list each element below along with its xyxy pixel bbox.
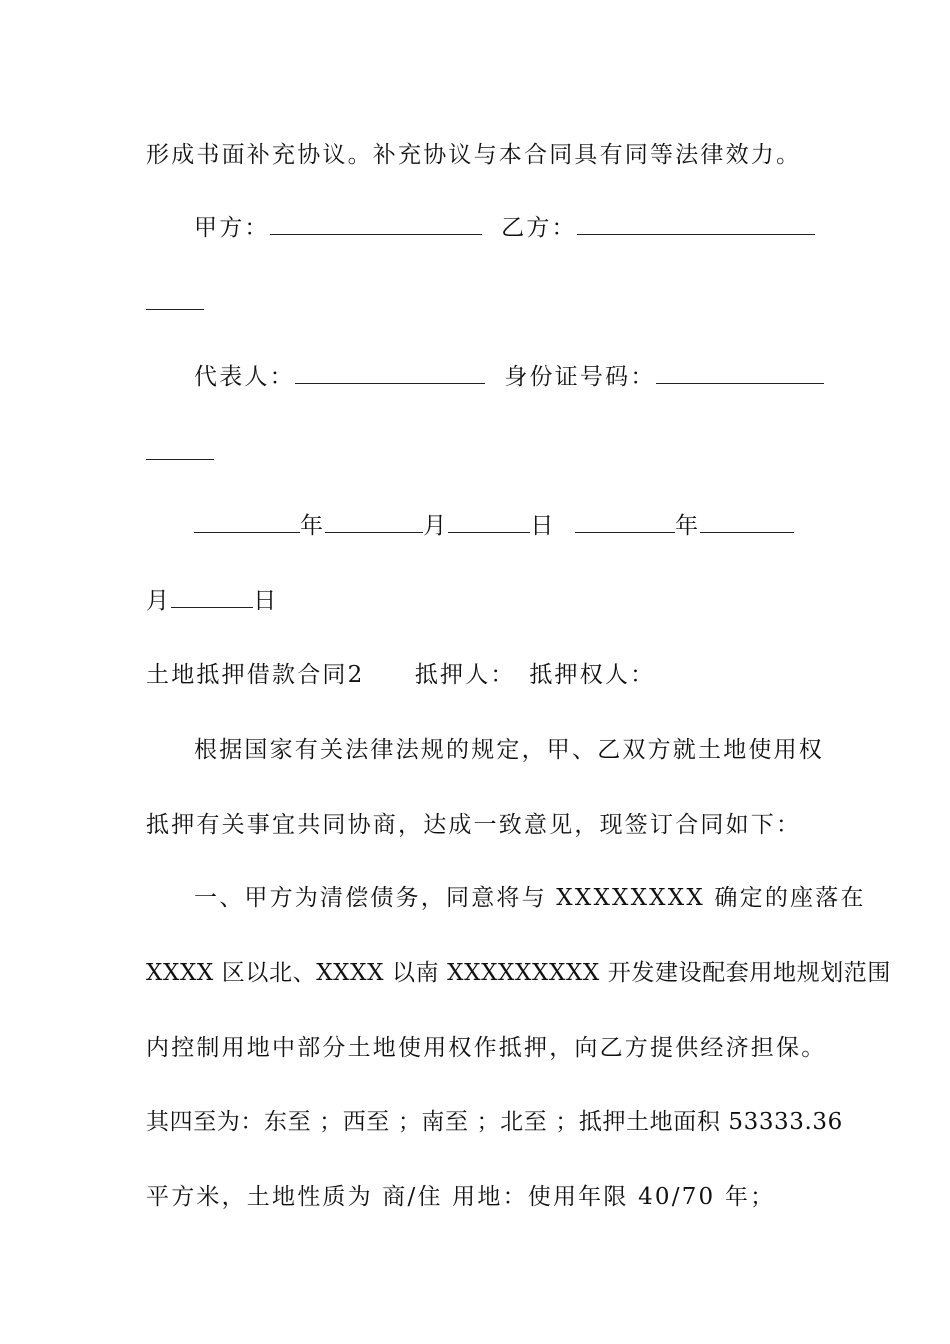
party-b-blank bbox=[577, 214, 815, 235]
representative-label: 代表人： bbox=[194, 364, 295, 390]
month-label: 月 bbox=[423, 513, 449, 539]
day-label: 日 bbox=[530, 513, 556, 539]
month-label-2: 月 bbox=[146, 588, 172, 614]
day-label-2: 日 bbox=[253, 588, 279, 614]
paragraph-line: 根据国家有关法律法规的规定，甲、乙双方就土地使用权 bbox=[194, 737, 824, 763]
signature-blank-continuation bbox=[146, 288, 806, 318]
representative-line bbox=[194, 362, 806, 392]
year-blank-2 bbox=[575, 512, 675, 533]
paragraph-line: 平方米，土地性质为 商/住 用地：使用年限 40/70 年； bbox=[146, 1184, 776, 1210]
party-b-blank-continued bbox=[146, 289, 204, 310]
signature-parties-line bbox=[194, 213, 806, 243]
year-label-2: 年 bbox=[675, 513, 701, 539]
party-b-label: 乙方： bbox=[501, 215, 577, 241]
paragraph-line: 其四至为：东至 ；西至 ；南至 ；北至 ；抵押土地面积 53333.36 bbox=[146, 1109, 843, 1135]
date-line bbox=[194, 511, 806, 541]
year-blank bbox=[194, 512, 300, 533]
paragraph-line: XXXX 区以北、XXXX 以南 XXXXXXXXX 开发建设配套用地规划范围 bbox=[146, 960, 892, 986]
id-number-label: 身份证号码： bbox=[504, 364, 656, 390]
day-blank-2 bbox=[171, 587, 253, 608]
date-line-continuation bbox=[146, 586, 806, 616]
month-blank bbox=[325, 512, 423, 533]
paragraph-line: 内控制用地中部分土地使用权作抵押，向乙方提供经济担保。 bbox=[146, 1035, 827, 1061]
id-blank-continuation bbox=[146, 438, 806, 468]
party-a-blank bbox=[270, 214, 482, 235]
month-blank-2 bbox=[700, 512, 794, 533]
text-line: 形成书面补充协议。补充协议与本合同具有同等法律效力。 bbox=[146, 142, 802, 168]
id-number-blank-continued bbox=[146, 439, 214, 460]
year-label: 年 bbox=[300, 513, 326, 539]
representative-blank bbox=[295, 363, 485, 384]
day-blank bbox=[448, 512, 530, 533]
contract-title: 土地抵押借款合同2 抵押人： 抵押权人： bbox=[146, 662, 656, 688]
paragraph-line: 抵押有关事宜共同协商，达成一致意见，现签订合同如下： bbox=[146, 812, 802, 838]
party-a-label: 甲方： bbox=[194, 215, 270, 241]
id-number-blank bbox=[656, 363, 824, 384]
paragraph-line: 一、甲方为清偿债务，同意将与 XXXXXXXX 确定的座落在 bbox=[194, 885, 866, 911]
